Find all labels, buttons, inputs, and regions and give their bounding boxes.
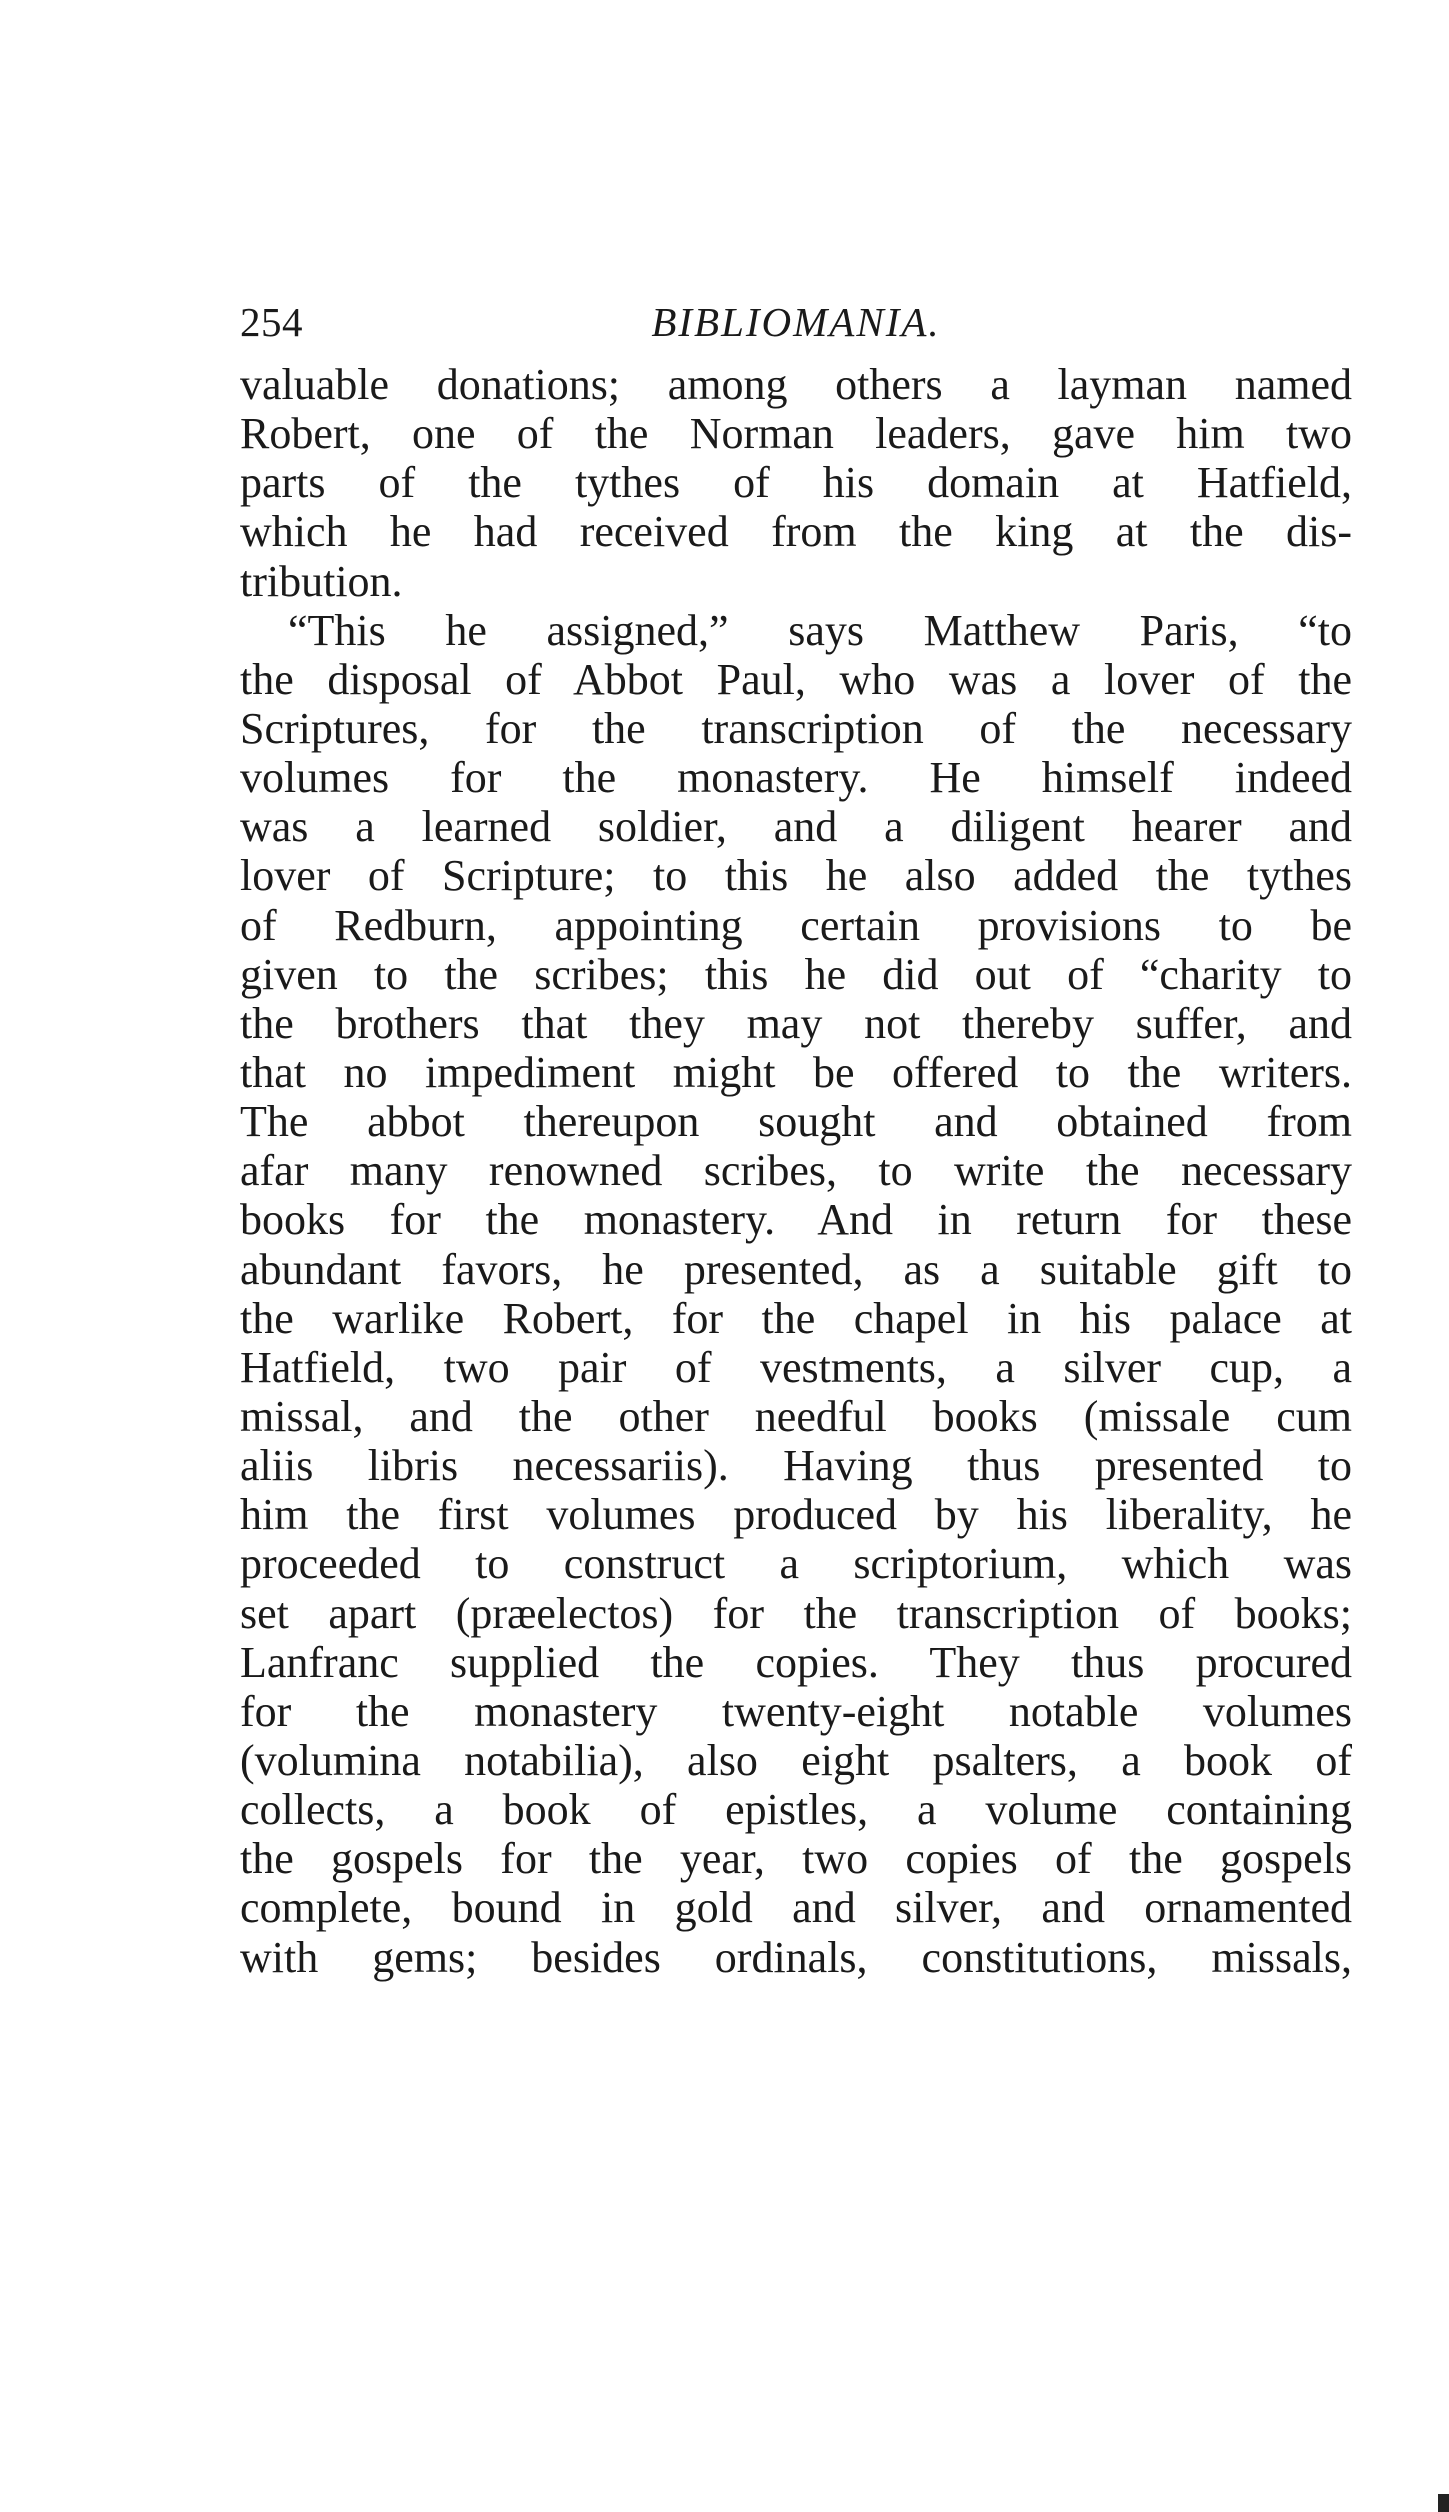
text-line: “This he assigned,” says Matthew Paris, “to <box>288 605 1352 655</box>
text-line: which he had received from the king at the dis- <box>240 507 1352 557</box>
text-line: (volumina notabilia), also eight psalters, a book of <box>240 1735 1352 1785</box>
page-number: 254 <box>240 299 303 345</box>
text-line: was a learned soldier, and a diligent hearer and <box>240 802 1352 852</box>
text-line: aliis libris necessariis). Having thus presented to <box>240 1441 1352 1491</box>
scan-edge-mark <box>1438 2494 1449 2512</box>
text-line: that no impediment might be offered to the writers. <box>240 1047 1352 1097</box>
page-header <box>240 292 1352 352</box>
text-line: the disposal of Abbot Paul, who was a lover of the <box>240 654 1352 704</box>
text-line: abundant favors, he presented, as a suitable gift to <box>240 1244 1352 1294</box>
text-line: collects, a book of epistles, a volume containing <box>240 1785 1352 1835</box>
text-line: of Redburn, appointing certain provisions to be <box>240 900 1352 950</box>
text-line: the gospels for the year, two copies of the gospels <box>240 1834 1352 1884</box>
text-line: Scriptures, for the transcription of the necessary <box>240 703 1352 753</box>
text-line: set apart (præelectos) for the transcription of books; <box>240 1588 1352 1638</box>
text-line: missal, and the other needful books (missale cum <box>240 1391 1352 1441</box>
text-line: Robert, one of the Norman leaders, gave him two <box>240 409 1352 459</box>
text-line: complete, bound in gold and silver, and ornamented <box>240 1883 1352 1933</box>
text-line: afar many renowned scribes, to write the necessary <box>240 1146 1352 1196</box>
text-line: parts of the tythes of his domain at Hatfield, <box>240 458 1352 508</box>
running-title: BIBLIOMANIA. <box>651 299 941 345</box>
body-text <box>240 360 1352 1982</box>
text-line: tribution. <box>240 556 403 606</box>
text-line: Lanfranc supplied the copies. They thus procured <box>240 1637 1352 1687</box>
text-line: valuable donations; among others a layman named <box>240 360 1352 409</box>
text-line: for the monastery twenty-eight notable volumes <box>240 1686 1352 1736</box>
text-line: books for the monastery. And in return for these <box>240 1195 1352 1245</box>
text-line: with gems; besides ordinals, constitutions, missals, <box>240 1932 1352 1982</box>
text-line: him the first volumes produced by his liberality, he <box>240 1490 1352 1540</box>
text-line: lover of Scripture; to this he also added the tythes <box>240 851 1352 901</box>
text-line: volumes for the monastery. He himself indeed <box>240 753 1352 803</box>
text-line: the warlike Robert, for the chapel in his palace at <box>240 1293 1352 1343</box>
text-line: given to the scribes; this he did out of “charity to <box>240 949 1352 999</box>
text-line: the brothers that they may not thereby suffer, and <box>240 998 1352 1048</box>
text-line: Hatfield, two pair of vestments, a silver cup, a <box>240 1342 1352 1392</box>
text-line: proceeded to construct a scriptorium, which was <box>240 1539 1352 1589</box>
text-line: The abbot thereupon sought and obtained from <box>240 1097 1352 1147</box>
